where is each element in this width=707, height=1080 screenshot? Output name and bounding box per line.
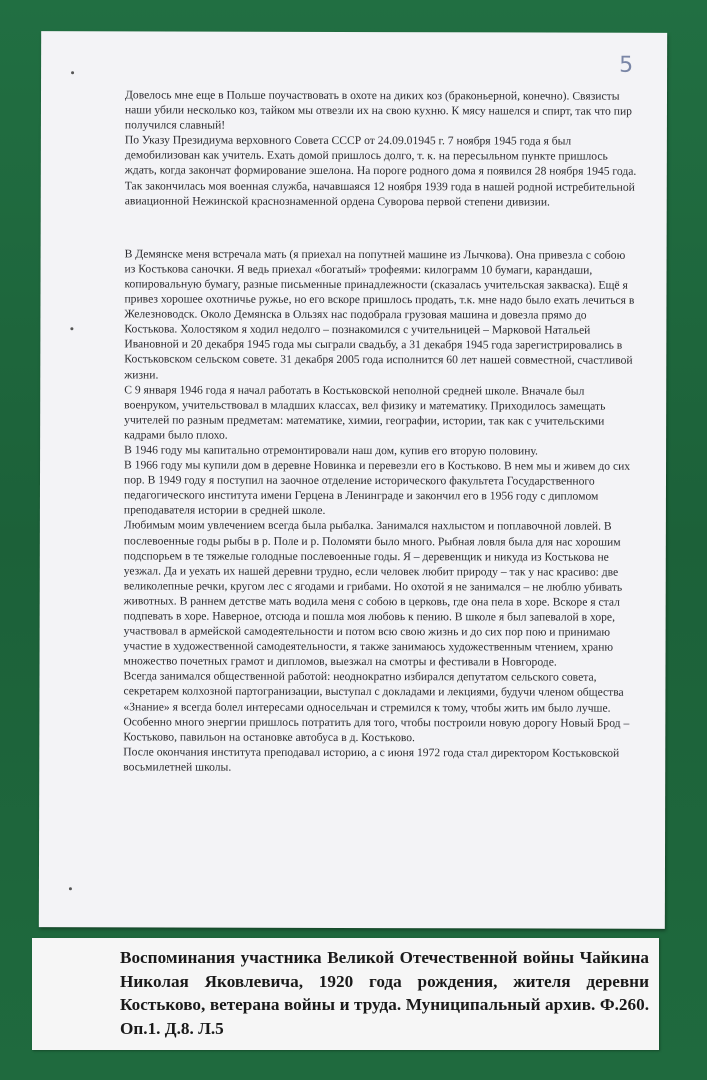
paragraph: Всегда занимался общественной работой: неоднократно избирался депутатом сельского совета, секретарем колхозной партогранизации, выступал с докладами и лекциями, будучи членом общества «Знание» я всегда болел интересами односельчан и стремился к тому, чтобы жить им было лучше. Особенно много энергии пришлось потратить для того, чтобы построили новую дорогу Новый Брод – Костьково, павильон на остановке автобуса в д. Костьково.: [123, 669, 630, 744]
paragraph: В 1946 году мы капитально отремонтировали наш дом, купив его вторую половину.: [124, 443, 538, 458]
punch-hole: [69, 887, 72, 890]
punch-hole: [70, 327, 73, 330]
paragraph: После окончания института преподавал историю, а с июня 1972 года стал директором Костьковской восьмилетней школы.: [123, 745, 620, 774]
page-number: 5: [619, 52, 634, 78]
document-body: [123, 87, 637, 775]
caption-text: Воспоминания участника Великой Отечественной войны Чайкина Николая Яковлевича, 1920 года рождения, жителя деревни Костьково, ветерана войны и труда. Муниципальный архив. Ф.260. Оп.1. Д.8. Л.5: [120, 948, 649, 1038]
paragraph: С 9 января 1946 года я начал работать в Костьковской неполной средней школе. Вначале был военруком, учительствовал в младших классах, вел физику и математику. Приходилось замещать учителей по разным предметам: математике, химии, географии, истории, так как с учительскими кадрами было плохо.: [124, 382, 606, 442]
section-gap: [125, 208, 637, 247]
paragraph: В 1966 году мы купили дом в деревне Новинка и перевезли его в Костьково. В нем мы и живем до сих пор. В 1949 году я поступил на заочное отделение исторического факультета Государственного педагогического института имени Герцена в Ленинграде и закончил его в 1956 году с дипломом преподавателя истории в средней школе.: [123, 458, 631, 518]
document-page: [39, 31, 667, 929]
paragraph: По Указу Президиума верховного Совета СССР от 24.09.01945 г. 7 ноября 1945 года я был демобилизован как учитель. Ехать домой пришлось долго, т. к. на пересыльном пункте пришлось ждать, когда закончат формирование эшелона. На пороге родного дома я появился 28 ноября 1945 года.: [124, 133, 637, 179]
paragraph: Любимым моим увлечением всегда была рыбалка. Занимался нахлыстом и поплавочной ловлей. В послевоенные годы рыбы в р. Поле и р. Поломяти было много. Рыбная ловля была для нас хорошим подспорьем в те тяжелые голодные послевоенные годы. Я – деревенщик и никуда из Костькова не уезжал. Да и уехать их нашей деревни трудно, если человек любит природу – так у нас красиво: две великолепные речки, кругом лес с ягодами и грибами. Но охотой я не занимался – не люблю убивать животных. В раннем детстве мать водила меня с собою в церковь, где она пела в хоре. Вскоре я стал подпевать в хоре. Наверное, отсюда и пошла моя любовь к пению. В школе я был запевалой в хоре, участвовал в армейской самодеятельности и потом всю свою жизнь и до сих пор пою и принимаю участие в художественной самодеятельности, я также занимаюсь художественным чтением, храню множество почетных грамот и дипломов, выезжал на смотры и фестивали в Новгороде.: [123, 518, 623, 669]
caption-label: [32, 938, 659, 1050]
paragraph: Довелось мне еще в Польше поучаствовать в охоте на диких коз (браконьерной, конечно). Связисты наши убили несколько коз, тайком мы отвезли их на свою кухню. К мясу нашелся и спирт, так что пир получился славный!: [124, 88, 632, 132]
paragraph: В Демянске меня встречала мать (я приехал на попутней машине из Лычкова). Она привезла с собою из Костькова саночки. Я ведь приехал «богатый» трофеями: килограмм 10 бумаги, карандаши, копировальную бумагу, разные письменные принадлежности (сказалась учительская закваска). Ещё я привез хорошее охотничье ружье, но его вскоре пришлось продать, т.к. мне надо было ехать лечиться в Железноводск. Около Демянска в Ользях нас подобрала грузовая машина и довезла прямо до Костькова. Холостяком я ходил недолго – познакомился с учительницей – Марковой Натальей Ивановной и 20 декабря 1945 года мы сыграли свадьбу, а 31 декабря 1945 года зарегистрировались в Костьковском сельском совете. 31 декабря 2005 года исполнится 60 лет нашей совместной, счастливой жизни.: [124, 247, 635, 381]
punch-hole: [71, 71, 74, 74]
paragraph: Так закончилась моя военная служба, начавшаяся 12 ноября 1939 года в нашей родной истребительной авиационной Нежинской краснознаменной ордена Суворова первой степени дивизии.: [124, 178, 635, 209]
